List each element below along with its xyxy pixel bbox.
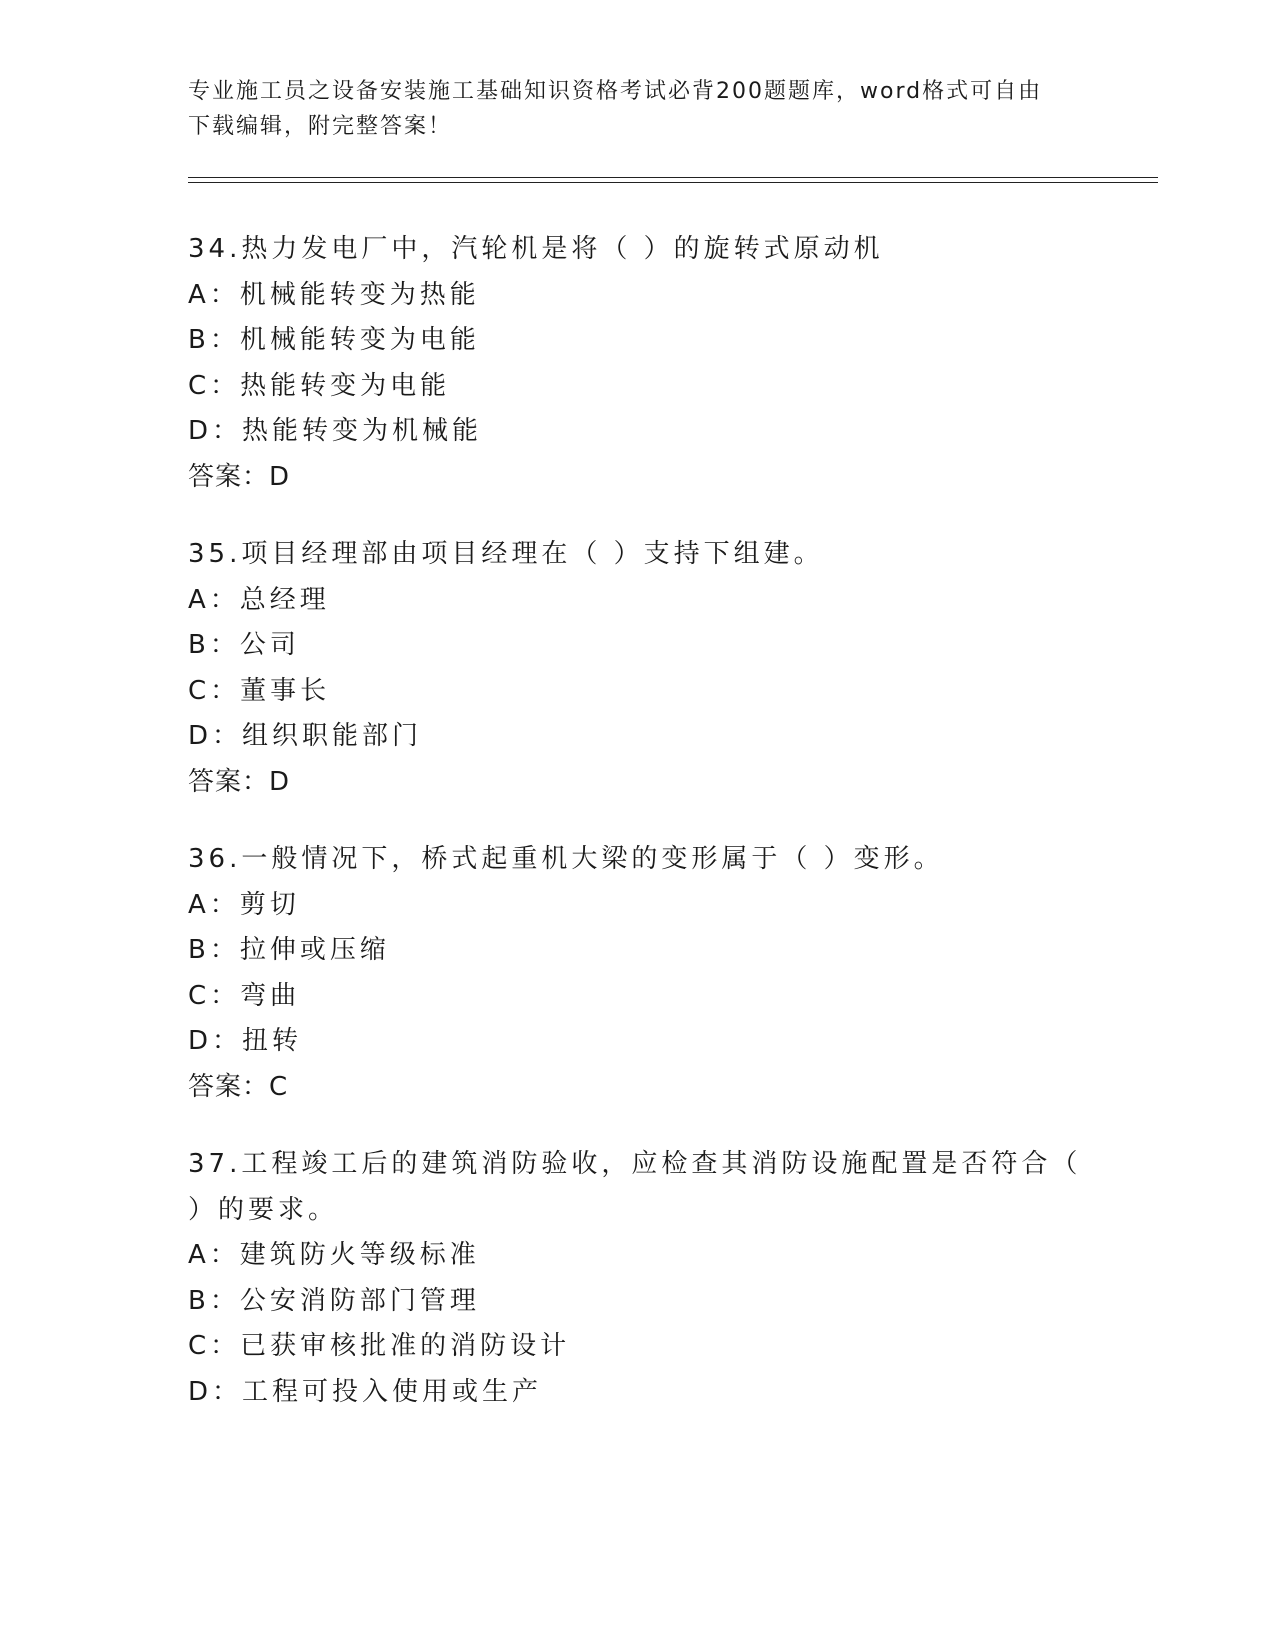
document-header <box>188 74 1088 144</box>
question-34 <box>188 227 1088 500</box>
question-stem: 35.项目经理部由项目经理在（ ）支持下组建。 <box>188 539 824 569</box>
question-35 <box>188 532 1088 805</box>
option-b: B：公安消防部门管理 <box>188 1285 480 1316</box>
question-stem: 34.热力发电厂中，汽轮机是将（ ）的旋转式原动机 <box>188 234 884 264</box>
option-d: D：扭转 <box>188 1026 303 1056</box>
answer-value: C <box>269 1071 289 1102</box>
header-divider-bottom <box>188 182 1158 183</box>
option-d: D：组织职能部门 <box>188 721 423 751</box>
answer <box>188 455 1088 501</box>
option-b: B：公司 <box>188 630 300 660</box>
question-stem-line-1: 37.工程竣工后的建筑消防验收，应检查其消防设施配置是否符合（ <box>188 1149 1082 1179</box>
answer-label: 答案： <box>188 461 270 492</box>
question-stem: 36.一般情况下，桥式起重机大梁的变形属于（ ）变形。 <box>188 844 944 874</box>
answer <box>188 760 1088 806</box>
question-36 <box>188 837 1088 1110</box>
option-b: B：机械能转变为电能 <box>188 325 480 355</box>
header-line-2: 下载编辑，附完整答案！ <box>188 114 453 139</box>
option-d: D：热能转变为机械能 <box>188 416 483 446</box>
option-c: C：热能转变为电能 <box>188 370 451 401</box>
header-divider-top <box>188 177 1158 178</box>
option-c: C：弯曲 <box>188 980 301 1011</box>
answer <box>188 1065 1088 1111</box>
header-line-1: 专业施工员之设备安装施工基础知识资格考试必背200题题库，word格式可自由 <box>188 79 1043 104</box>
answer-label: 答案： <box>188 766 270 797</box>
answer-label: 答案： <box>188 1071 270 1102</box>
option-a: A：剪切 <box>188 889 300 920</box>
question-37 <box>188 1142 1088 1415</box>
option-c: C：董事长 <box>188 675 331 706</box>
answer-value: D <box>269 766 291 797</box>
option-a: A：机械能转变为热能 <box>188 279 480 310</box>
option-c: C：已获审核批准的消防设计 <box>188 1331 571 1361</box>
option-a: A：建筑防火等级标准 <box>188 1240 480 1270</box>
option-d: D：工程可投入使用或生产 <box>188 1376 543 1407</box>
option-b: B：拉伸或压缩 <box>188 935 390 965</box>
option-a: A：总经理 <box>188 584 330 615</box>
answer-value: D <box>269 461 291 492</box>
question-stem-line-2: ）的要求。 <box>188 1194 339 1225</box>
